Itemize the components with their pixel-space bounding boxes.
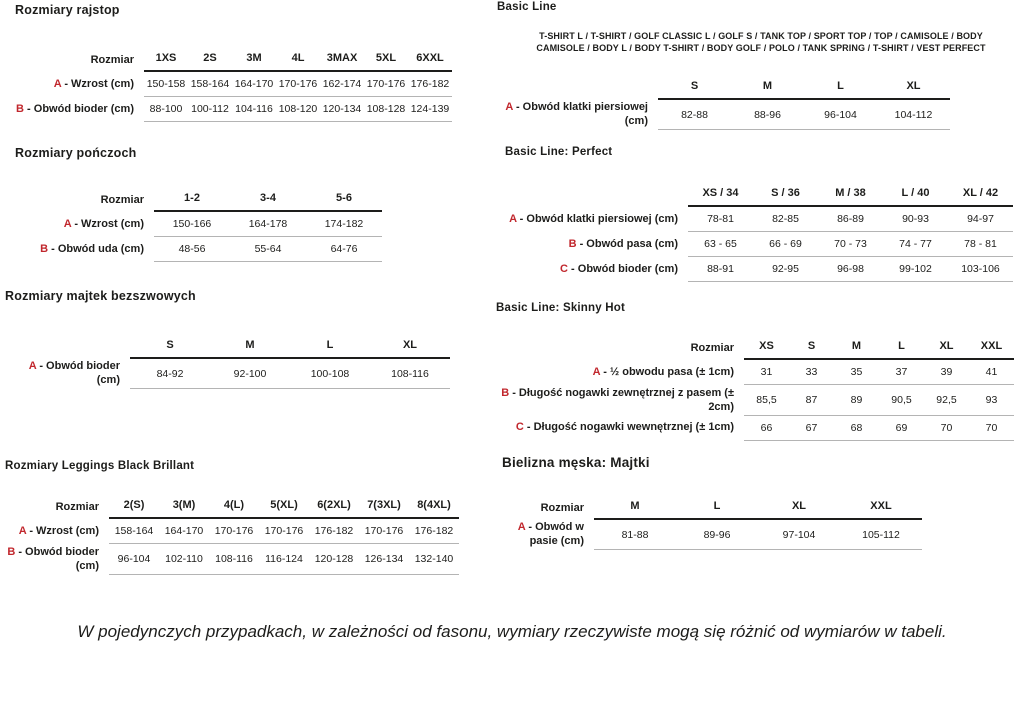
size-value-cell: 102-110 [159, 544, 209, 575]
size-value-cell: 170-176 [359, 518, 409, 544]
size-column-header: 6XXL [408, 48, 452, 71]
measurement-row-label: A - Obwód w pasie (cm) [517, 521, 584, 548]
size-table [505, 183, 1013, 282]
size-column-header: XL [758, 496, 840, 519]
row-letter: A [28, 360, 37, 372]
size-value-cell: 37 [879, 359, 924, 385]
table-rajstop [15, 48, 452, 122]
row-letter: C [515, 421, 524, 434]
size-value-cell: 85,5 [744, 385, 789, 416]
size-value-cell: 70 - 73 [818, 232, 883, 257]
size-table-corner-label [502, 76, 658, 99]
size-column-header: 1XS [144, 48, 188, 71]
size-value-cell: 120-134 [320, 97, 364, 122]
size-value-cell: 69 [879, 415, 924, 440]
section-title-rajstop: Rozmiary rajstop [15, 3, 120, 17]
measurement-row-label: A - Obwód bioder (cm) [28, 360, 120, 387]
size-column-header: XS / 34 [688, 183, 753, 206]
size-value-cell: 81-88 [594, 519, 676, 550]
size-value-cell: 78-81 [688, 206, 753, 232]
section-title-basic-line: Basic Line [497, 1, 557, 13]
size-column-header: XL / 42 [948, 183, 1013, 206]
measurement-row-label: C - Długość nogawki wewnętrznej (± 1cm) [515, 421, 734, 434]
size-value-cell: 70 [924, 415, 969, 440]
size-value-cell: 174-182 [306, 211, 382, 237]
size-value-cell: 41 [969, 359, 1014, 385]
size-table-corner-label: Rozmiar [55, 500, 99, 513]
size-value-cell: 124-139 [408, 97, 452, 122]
size-column-header: S [130, 335, 210, 358]
section-title-majtek-bezszwowych: Rozmiary majtek bezszwowych [5, 289, 196, 303]
size-value-cell: 90,5 [879, 385, 924, 416]
table-perfect [505, 183, 1013, 282]
size-value-cell: 108-120 [276, 97, 320, 122]
measurement-row-label: A - Wzrost (cm) [18, 524, 99, 537]
size-value-cell: 170-176 [276, 71, 320, 97]
section-title-skinny-hot: Basic Line: Skinny Hot [496, 302, 626, 314]
row-letter: B [40, 242, 49, 255]
size-value-cell: 92-95 [753, 257, 818, 282]
size-value-cell: 176-182 [309, 518, 359, 544]
size-value-cell: 158-164 [109, 518, 159, 544]
size-value-cell: 108-116 [370, 358, 450, 389]
size-table [15, 188, 382, 262]
size-value-cell: 164-170 [159, 518, 209, 544]
table-basic-line [502, 76, 950, 130]
size-value-cell: 35 [834, 359, 879, 385]
section-title-ponczoch: Rozmiary pończoch [15, 146, 137, 160]
measurement-row-label: A - ½ obwodu pasa (± 1cm) [592, 365, 734, 378]
size-value-cell: 82-88 [658, 99, 731, 130]
size-column-header: 3(M) [159, 495, 209, 518]
measurement-row-label: C - Obwód bioder (cm) [560, 262, 678, 275]
size-value-cell: 89-96 [676, 519, 758, 550]
size-table-corner-label: Rozmiar [690, 341, 734, 354]
table-majtki-meskie [505, 496, 922, 550]
size-value-cell: 68 [834, 415, 879, 440]
row-letter: C [560, 262, 568, 275]
measurement-row-label: B - Obwód bioder (cm) [16, 102, 134, 115]
size-value-cell: 88-100 [144, 97, 188, 122]
size-column-header: M [594, 496, 676, 519]
size-value-cell: 103-106 [948, 257, 1013, 282]
size-column-header: L [879, 336, 924, 359]
size-column-header: M [210, 335, 290, 358]
row-letter: B [501, 386, 510, 399]
size-value-cell: 48-56 [154, 237, 230, 262]
size-column-header: 5XL [364, 48, 408, 71]
table-leggings [5, 495, 459, 575]
size-column-header: 5-6 [306, 188, 382, 211]
size-column-header: 7(3XL) [359, 495, 409, 518]
basic-line-product-list-line2: CAMISOLE / BODY L / BODY T-SHIRT / BODY GOLF / POLO / TANK SPRING / T-SHIRT / VEST PERFECT [536, 43, 986, 54]
size-value-cell: 150-166 [154, 211, 230, 237]
row-letter: A [592, 365, 601, 378]
size-value-cell: 105-112 [840, 519, 922, 550]
size-value-cell: 90-93 [883, 206, 948, 232]
size-column-header: XS [744, 336, 789, 359]
size-column-header: S [789, 336, 834, 359]
size-value-cell: 164-170 [232, 71, 276, 97]
section-title-leggings: Rozmiary Leggings Black Brillant [5, 460, 195, 472]
size-value-cell: 64-76 [306, 237, 382, 262]
size-value-cell: 158-164 [188, 71, 232, 97]
size-column-header: 2(S) [109, 495, 159, 518]
size-value-cell: 84-92 [130, 358, 210, 389]
size-column-header: L [804, 76, 877, 99]
size-table-corner-label [5, 335, 130, 358]
size-value-cell: 104-116 [232, 97, 276, 122]
row-letter: B [7, 545, 16, 558]
size-column-header: 8(4XL) [409, 495, 459, 518]
size-value-cell: 74 - 77 [883, 232, 948, 257]
size-value-cell: 86-89 [818, 206, 883, 232]
size-column-header: L [676, 496, 758, 519]
row-letter: B [16, 102, 24, 115]
measurement-row-label: B - Obwód uda (cm) [40, 242, 144, 255]
size-value-cell: 94-97 [948, 206, 1013, 232]
size-value-cell: 120-128 [309, 544, 359, 575]
size-value-cell: 93 [969, 385, 1014, 416]
row-letter: B [568, 237, 577, 250]
measurement-row-label: B - Obwód pasa (cm) [568, 237, 678, 250]
size-value-cell: 176-182 [409, 518, 459, 544]
size-value-cell: 88-91 [688, 257, 753, 282]
size-column-header: 2S [188, 48, 232, 71]
measurement-row-label: A - Wzrost (cm) [63, 217, 144, 230]
section-title-perfect: Basic Line: Perfect [505, 146, 613, 158]
size-column-header: 3M [232, 48, 276, 71]
size-column-header: M [834, 336, 879, 359]
size-value-cell: 39 [924, 359, 969, 385]
row-letter: A [63, 217, 72, 230]
size-value-cell: 70 [969, 415, 1014, 440]
size-value-cell: 88-96 [731, 99, 804, 130]
size-value-cell: 82-85 [753, 206, 818, 232]
size-column-header: 6(2XL) [309, 495, 359, 518]
size-column-header: 5(XL) [259, 495, 309, 518]
size-value-cell: 89 [834, 385, 879, 416]
size-column-header: 1-2 [154, 188, 230, 211]
size-column-header: 3-4 [230, 188, 306, 211]
footer-disclaimer: W pojedynczych przypadkach, w zależności od fasonu, wymiary rzeczywiste mogą się różnić od wymiarów w tabeli. [77, 622, 947, 641]
size-value-cell: 63 - 65 [688, 232, 753, 257]
size-column-header: 4L [276, 48, 320, 71]
measurement-row-label: A - Wzrost (cm) [53, 77, 134, 90]
size-column-header: S / 36 [753, 183, 818, 206]
size-table [5, 335, 450, 389]
table-ponczoch [15, 188, 382, 262]
measurement-row-label: B - Obwód bioder (cm) [7, 545, 99, 572]
basic-line-product-list-line1: T-SHIRT L / T-SHIRT / GOLF CLASSIC L / GOLF S / TANK TOP / SPORT TOP / TOP / CAMISOLE / BODY [539, 31, 983, 41]
size-value-cell: 126-134 [359, 544, 409, 575]
size-value-cell: 96-104 [804, 99, 877, 130]
size-column-header: M [731, 76, 804, 99]
size-value-cell: 150-158 [144, 71, 188, 97]
section-title-majtki-meskie: Bielizna męska: Majtki [502, 455, 650, 470]
size-value-cell: 116-124 [259, 544, 309, 575]
size-value-cell: 31 [744, 359, 789, 385]
size-column-header: S [658, 76, 731, 99]
size-value-cell: 170-176 [209, 518, 259, 544]
size-table [502, 76, 950, 130]
size-column-header: XXL [969, 336, 1014, 359]
size-value-cell: 92-100 [210, 358, 290, 389]
basic-line-product-list [500, 30, 1022, 54]
size-value-cell: 164-178 [230, 211, 306, 237]
size-value-cell: 162-174 [320, 71, 364, 97]
size-table [15, 48, 452, 122]
row-letter: A [53, 77, 62, 90]
size-value-cell: 92,5 [924, 385, 969, 416]
size-value-cell: 132-140 [409, 544, 459, 575]
size-value-cell: 78 - 81 [948, 232, 1013, 257]
size-column-header: XL [370, 335, 450, 358]
size-value-cell: 96-104 [109, 544, 159, 575]
measurement-row-label: B - Długość nogawki zewnętrznej z pasem (± 2cm) [501, 386, 734, 413]
row-letter: A [505, 101, 513, 113]
size-table-corner-label: Rozmiar [540, 501, 584, 514]
size-column-header: XXL [840, 496, 922, 519]
measurement-row-label: A - Obwód klatki piersiowej (cm) [509, 212, 678, 225]
size-column-header: L / 40 [883, 183, 948, 206]
table-majtek-bezszwowych [5, 335, 450, 389]
size-value-cell: 108-128 [364, 97, 408, 122]
size-table-corner-label: Rozmiar [90, 53, 134, 66]
size-value-cell: 67 [789, 415, 834, 440]
row-letter: A [509, 212, 517, 225]
row-letter: A [517, 521, 526, 533]
size-column-header: L [290, 335, 370, 358]
size-value-cell: 170-176 [259, 518, 309, 544]
size-value-cell: 33 [789, 359, 834, 385]
size-column-header: 3MAX [320, 48, 364, 71]
size-value-cell: 176-182 [408, 71, 452, 97]
size-value-cell: 96-98 [818, 257, 883, 282]
size-value-cell: 87 [789, 385, 834, 416]
size-value-cell: 108-116 [209, 544, 259, 575]
size-table [505, 496, 922, 550]
table-skinny-hot [497, 336, 1014, 441]
size-value-cell: 104-112 [877, 99, 950, 130]
size-value-cell: 170-176 [364, 71, 408, 97]
size-column-header: 4(L) [209, 495, 259, 518]
size-column-header: M / 38 [818, 183, 883, 206]
size-table-corner-label [505, 183, 688, 206]
size-value-cell: 66 [744, 415, 789, 440]
size-value-cell: 55-64 [230, 237, 306, 262]
size-table [5, 495, 459, 575]
size-table [497, 336, 1014, 441]
size-value-cell: 100-112 [188, 97, 232, 122]
size-value-cell: 99-102 [883, 257, 948, 282]
size-value-cell: 97-104 [758, 519, 840, 550]
size-value-cell: 66 - 69 [753, 232, 818, 257]
size-column-header: XL [924, 336, 969, 359]
measurement-row-label: A - Obwód klatki piersiowej (cm) [505, 101, 648, 128]
size-table-corner-label: Rozmiar [100, 193, 144, 206]
size-value-cell: 100-108 [290, 358, 370, 389]
size-column-header: XL [877, 76, 950, 99]
row-letter: A [18, 524, 27, 537]
